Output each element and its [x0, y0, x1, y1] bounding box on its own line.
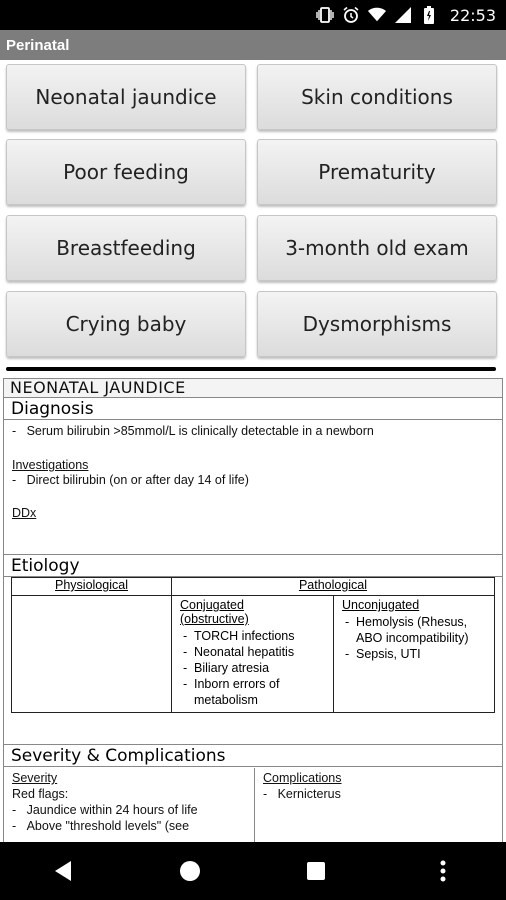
pathological-header: Pathological: [172, 578, 495, 596]
vibrate-icon: [316, 6, 334, 24]
topic-button-crying-baby[interactable]: Crying baby: [6, 291, 246, 357]
list-item: - Inborn errors of metabolism: [180, 676, 333, 708]
topic-button-prematurity[interactable]: Prematurity: [257, 139, 497, 205]
scroll-divider: [6, 367, 496, 371]
severity-section: [3, 744, 503, 842]
physiological-cell: [12, 596, 172, 713]
list-item: - TORCH infections: [180, 628, 333, 644]
unconjugated-label: Unconjugated: [342, 598, 420, 612]
document-title: NEONATAL JAUNDICE: [3, 378, 503, 398]
topic-button-3-month-old-exam[interactable]: 3-month old exam: [257, 215, 497, 281]
alarm-icon: [342, 6, 360, 24]
list-item: - Neonatal hepatitis: [180, 644, 333, 660]
diagnosis-bullet: - Serum bilirubin >85mmol/L is clinically detectable in a newborn: [12, 424, 374, 438]
overflow-menu-icon[interactable]: [423, 851, 463, 891]
navigation-bar: [0, 842, 506, 900]
list-item: - Above "threshold levels" (see: [12, 819, 190, 833]
document-view[interactable]: [0, 374, 506, 842]
app-title: Perinatal: [0, 30, 506, 60]
topic-button-breastfeeding[interactable]: Breastfeeding: [6, 215, 246, 281]
conjugated-cell: [172, 596, 334, 713]
list-item: - Hemolysis (Rhesus, ABO incompatibility): [342, 614, 490, 646]
column-divider: [254, 768, 255, 842]
severity-label: Severity: [12, 771, 58, 785]
topic-grid: [0, 60, 506, 360]
topic-button-skin-conditions[interactable]: Skin conditions: [257, 64, 497, 130]
ddx-label: DDx: [12, 506, 37, 520]
topic-button-dysmorphisms[interactable]: Dysmorphisms: [257, 291, 497, 357]
topic-button-neonatal-jaundice[interactable]: Neonatal jaundice: [6, 64, 246, 130]
recents-icon[interactable]: [296, 851, 336, 891]
signal-icon: [394, 6, 412, 24]
status-bar: [0, 0, 506, 30]
back-icon[interactable]: [43, 851, 83, 891]
list-item: - Sepsis, UTI: [342, 646, 490, 662]
clock: 22:53: [449, 5, 496, 25]
etiology-heading: Etiology: [4, 555, 502, 577]
diagnosis-section: [3, 398, 503, 556]
diagnosis-heading: Diagnosis: [4, 398, 502, 420]
list-item: - Biliary atresia: [180, 660, 333, 676]
red-flags-label: Red flags:: [12, 787, 69, 801]
wifi-icon: [368, 6, 386, 24]
obstructive-label: (obstructive): [180, 612, 249, 626]
conjugated-label: Conjugated: [180, 598, 244, 612]
battery-icon: [420, 6, 438, 24]
topic-button-poor-feeding[interactable]: Poor feeding: [6, 139, 246, 205]
investigations-label: Investigations: [12, 458, 89, 472]
physiological-header: Physiological: [12, 578, 172, 596]
severity-heading: Severity & Complications: [4, 745, 502, 767]
home-icon[interactable]: [170, 851, 210, 891]
etiology-table: [11, 577, 495, 713]
unconjugated-cell: [334, 596, 495, 713]
list-item: - Kernicterus: [263, 787, 341, 801]
complications-label: Complications: [263, 771, 342, 785]
list-item: - Jaundice within 24 hours of life: [12, 803, 198, 817]
investigations-item: - Direct bilirubin (on or after day 14 of life): [12, 473, 249, 487]
